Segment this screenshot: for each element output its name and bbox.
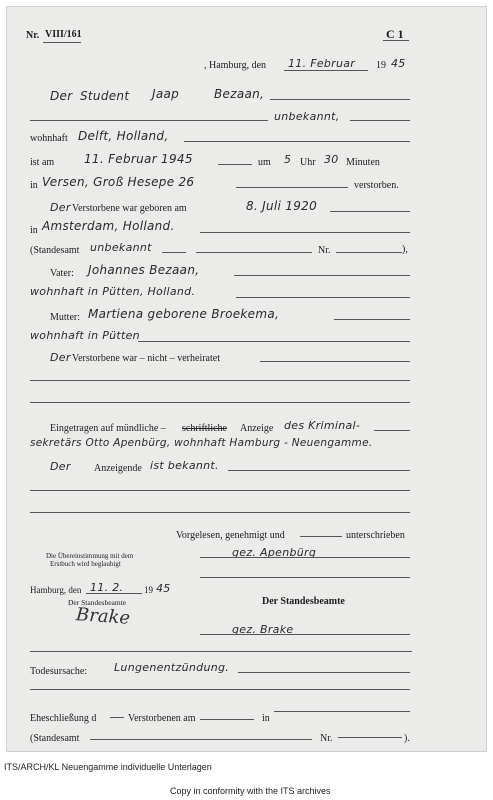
birth-place-line — [200, 232, 410, 233]
birth-place: Amsterdam, Holland. — [42, 219, 175, 233]
blank-line-3 — [30, 490, 410, 491]
header-date: 11. Februar — [288, 57, 356, 70]
conformity-line2: Erstbuch wird beglaubigt — [50, 560, 121, 568]
report-struck: schriftliche — [182, 423, 227, 434]
marriage-label: Eheschließung d — [30, 713, 97, 724]
marriage-in-label: in — [262, 713, 270, 724]
minuten-label: Minuten — [346, 157, 380, 168]
birth-close: ), — [402, 244, 408, 255]
hamburg-label: Hamburg, den — [30, 585, 82, 595]
official-signature: Brake — [75, 604, 131, 629]
death-in-label: in — [30, 180, 38, 191]
cert-year-suffix: 45 — [156, 582, 171, 595]
father-residence-line — [236, 297, 410, 298]
reporter-line1-rule — [374, 430, 410, 431]
birth-intro: Der — [50, 201, 71, 214]
cert-date-line — [86, 593, 142, 594]
birth-in-label: in — [30, 225, 38, 236]
conformity-caption: Copy in conformity with the ITS archives — [170, 786, 331, 796]
died-label: verstorben. — [354, 180, 399, 191]
known-label: Anzeigende — [94, 463, 142, 474]
death-date-line — [218, 164, 252, 165]
blank-line-1 — [30, 380, 410, 381]
reg-number: VIII/161 — [45, 29, 82, 40]
father-residence: wohnhaft in Pütten, Holland. — [30, 285, 196, 298]
read-label: Vorgelesen, genehmigt und — [176, 530, 285, 541]
death-place: Versen, Groß Hesepe 26 — [42, 175, 195, 189]
cause-label: Todesursache: — [30, 666, 88, 677]
birth-label: Verstorbene war geboren am — [72, 203, 187, 214]
um-label: um — [258, 157, 271, 168]
marriage-date-line — [200, 719, 254, 720]
residence: Delft, Holland, — [78, 129, 169, 143]
mother-label: Mutter: — [50, 312, 80, 323]
cert-year-prefix: 19 — [144, 585, 153, 595]
cert-date: 11. 2. — [90, 581, 124, 594]
death-on-label: ist am — [30, 157, 55, 168]
form-code-underline — [383, 40, 409, 41]
report-label2: Anzeige — [240, 423, 274, 434]
death-hour: 5 — [284, 153, 292, 166]
cause-line — [238, 672, 410, 673]
reporter-line2: sekretärs Otto Apenbürg, wohnhaft Hamburg - Neuengamme. — [30, 437, 373, 449]
marriage-registry-line — [90, 739, 312, 740]
signature-typed: gez. Apenbürg — [232, 546, 317, 559]
signed-label: unterschrieben — [346, 530, 405, 541]
report-label: Eingetragen auf mündliche – — [50, 423, 166, 434]
form-code: C 1 — [386, 27, 404, 41]
section-divider — [30, 651, 412, 652]
mother-name: Martiena geborene Broekema, — [88, 307, 280, 321]
marriage-nr-line — [338, 737, 402, 738]
last-name: Bezaan, — [214, 87, 265, 101]
religion: unbekannt, — [274, 110, 340, 123]
birth-nr-line — [336, 252, 402, 253]
birth-date: 8. Juli 1920 — [246, 199, 318, 213]
residence-line — [184, 141, 410, 142]
year-suffix: 45 — [391, 57, 406, 70]
year-prefix: 19 — [376, 60, 386, 71]
uhr-label: Uhr — [300, 157, 316, 168]
birth-registry-label: (Standesamt — [30, 245, 80, 256]
marriage-label2: Verstorbenen am — [128, 713, 196, 724]
document-sheet — [6, 6, 487, 752]
conformity-line1: Die Übereinstimmung mit dem — [46, 552, 134, 560]
marriage-nr-label: Nr. — [320, 733, 333, 744]
reg-underline — [43, 42, 81, 43]
blank-line-2 — [30, 402, 410, 403]
signature-blank-line — [200, 577, 410, 578]
father-name-line — [234, 275, 410, 276]
residence-label: wohnhaft — [30, 133, 68, 144]
reg-prefix: Nr. — [26, 30, 40, 41]
marriage-registry-label: (Standesamt — [30, 733, 80, 744]
death-minute: 30 — [324, 153, 339, 166]
birth-registry-line-1 — [162, 252, 186, 253]
father-name: Johannes Bezaan, — [88, 263, 200, 277]
known-value: ist bekannt. — [150, 459, 219, 472]
marital-line — [260, 361, 410, 362]
intro-der: Der — [50, 89, 73, 103]
religion-line-left — [30, 120, 268, 121]
reporter-line1: des Kriminal- — [284, 419, 361, 432]
first-name: Jaap — [152, 87, 180, 101]
signature-typed-line — [200, 557, 410, 558]
cause-value: Lungenentzündung. — [114, 661, 230, 674]
birth-nr-label: Nr. — [318, 245, 331, 256]
occupation: Student — [80, 89, 130, 103]
death-date: 11. Februar 1945 — [84, 152, 193, 166]
official-label-left: Der Standesbeamte — [68, 598, 127, 607]
marriage-close: ). — [404, 733, 410, 744]
official-label-right: Der Standesbeamte — [262, 596, 345, 607]
official-typed-line — [200, 634, 410, 635]
marriage-place-line — [274, 711, 410, 712]
known-line — [228, 470, 410, 471]
header-date-line — [284, 70, 368, 71]
place-date-prefix: , Hamburg, den — [204, 60, 267, 71]
mother-residence: wohnhaft in Pütten — [30, 329, 140, 342]
archive-caption: ITS/ARCH/KL Neuengamme individuelle Unterlagen — [4, 762, 212, 772]
birth-registry: unbekannt — [90, 241, 152, 254]
name-line — [270, 99, 410, 100]
birth-registry-line-2 — [196, 252, 312, 253]
mother-name-line — [334, 319, 410, 320]
mother-residence-line — [138, 341, 410, 342]
death-place-line — [236, 187, 348, 188]
blank-line-4 — [30, 512, 410, 513]
report-intro: Der — [50, 460, 71, 473]
father-label: Vater: — [50, 268, 74, 279]
religion-line-right — [350, 120, 410, 121]
marriage-dash — [110, 717, 124, 718]
marital-label: Verstorbene war – nicht – verheiratet — [72, 353, 220, 364]
cause-blank-line — [30, 689, 410, 690]
read-line — [300, 536, 342, 537]
marital-intro: Der — [50, 351, 71, 364]
birth-date-line — [330, 211, 410, 212]
official-typed: gez. Brake — [232, 623, 294, 636]
